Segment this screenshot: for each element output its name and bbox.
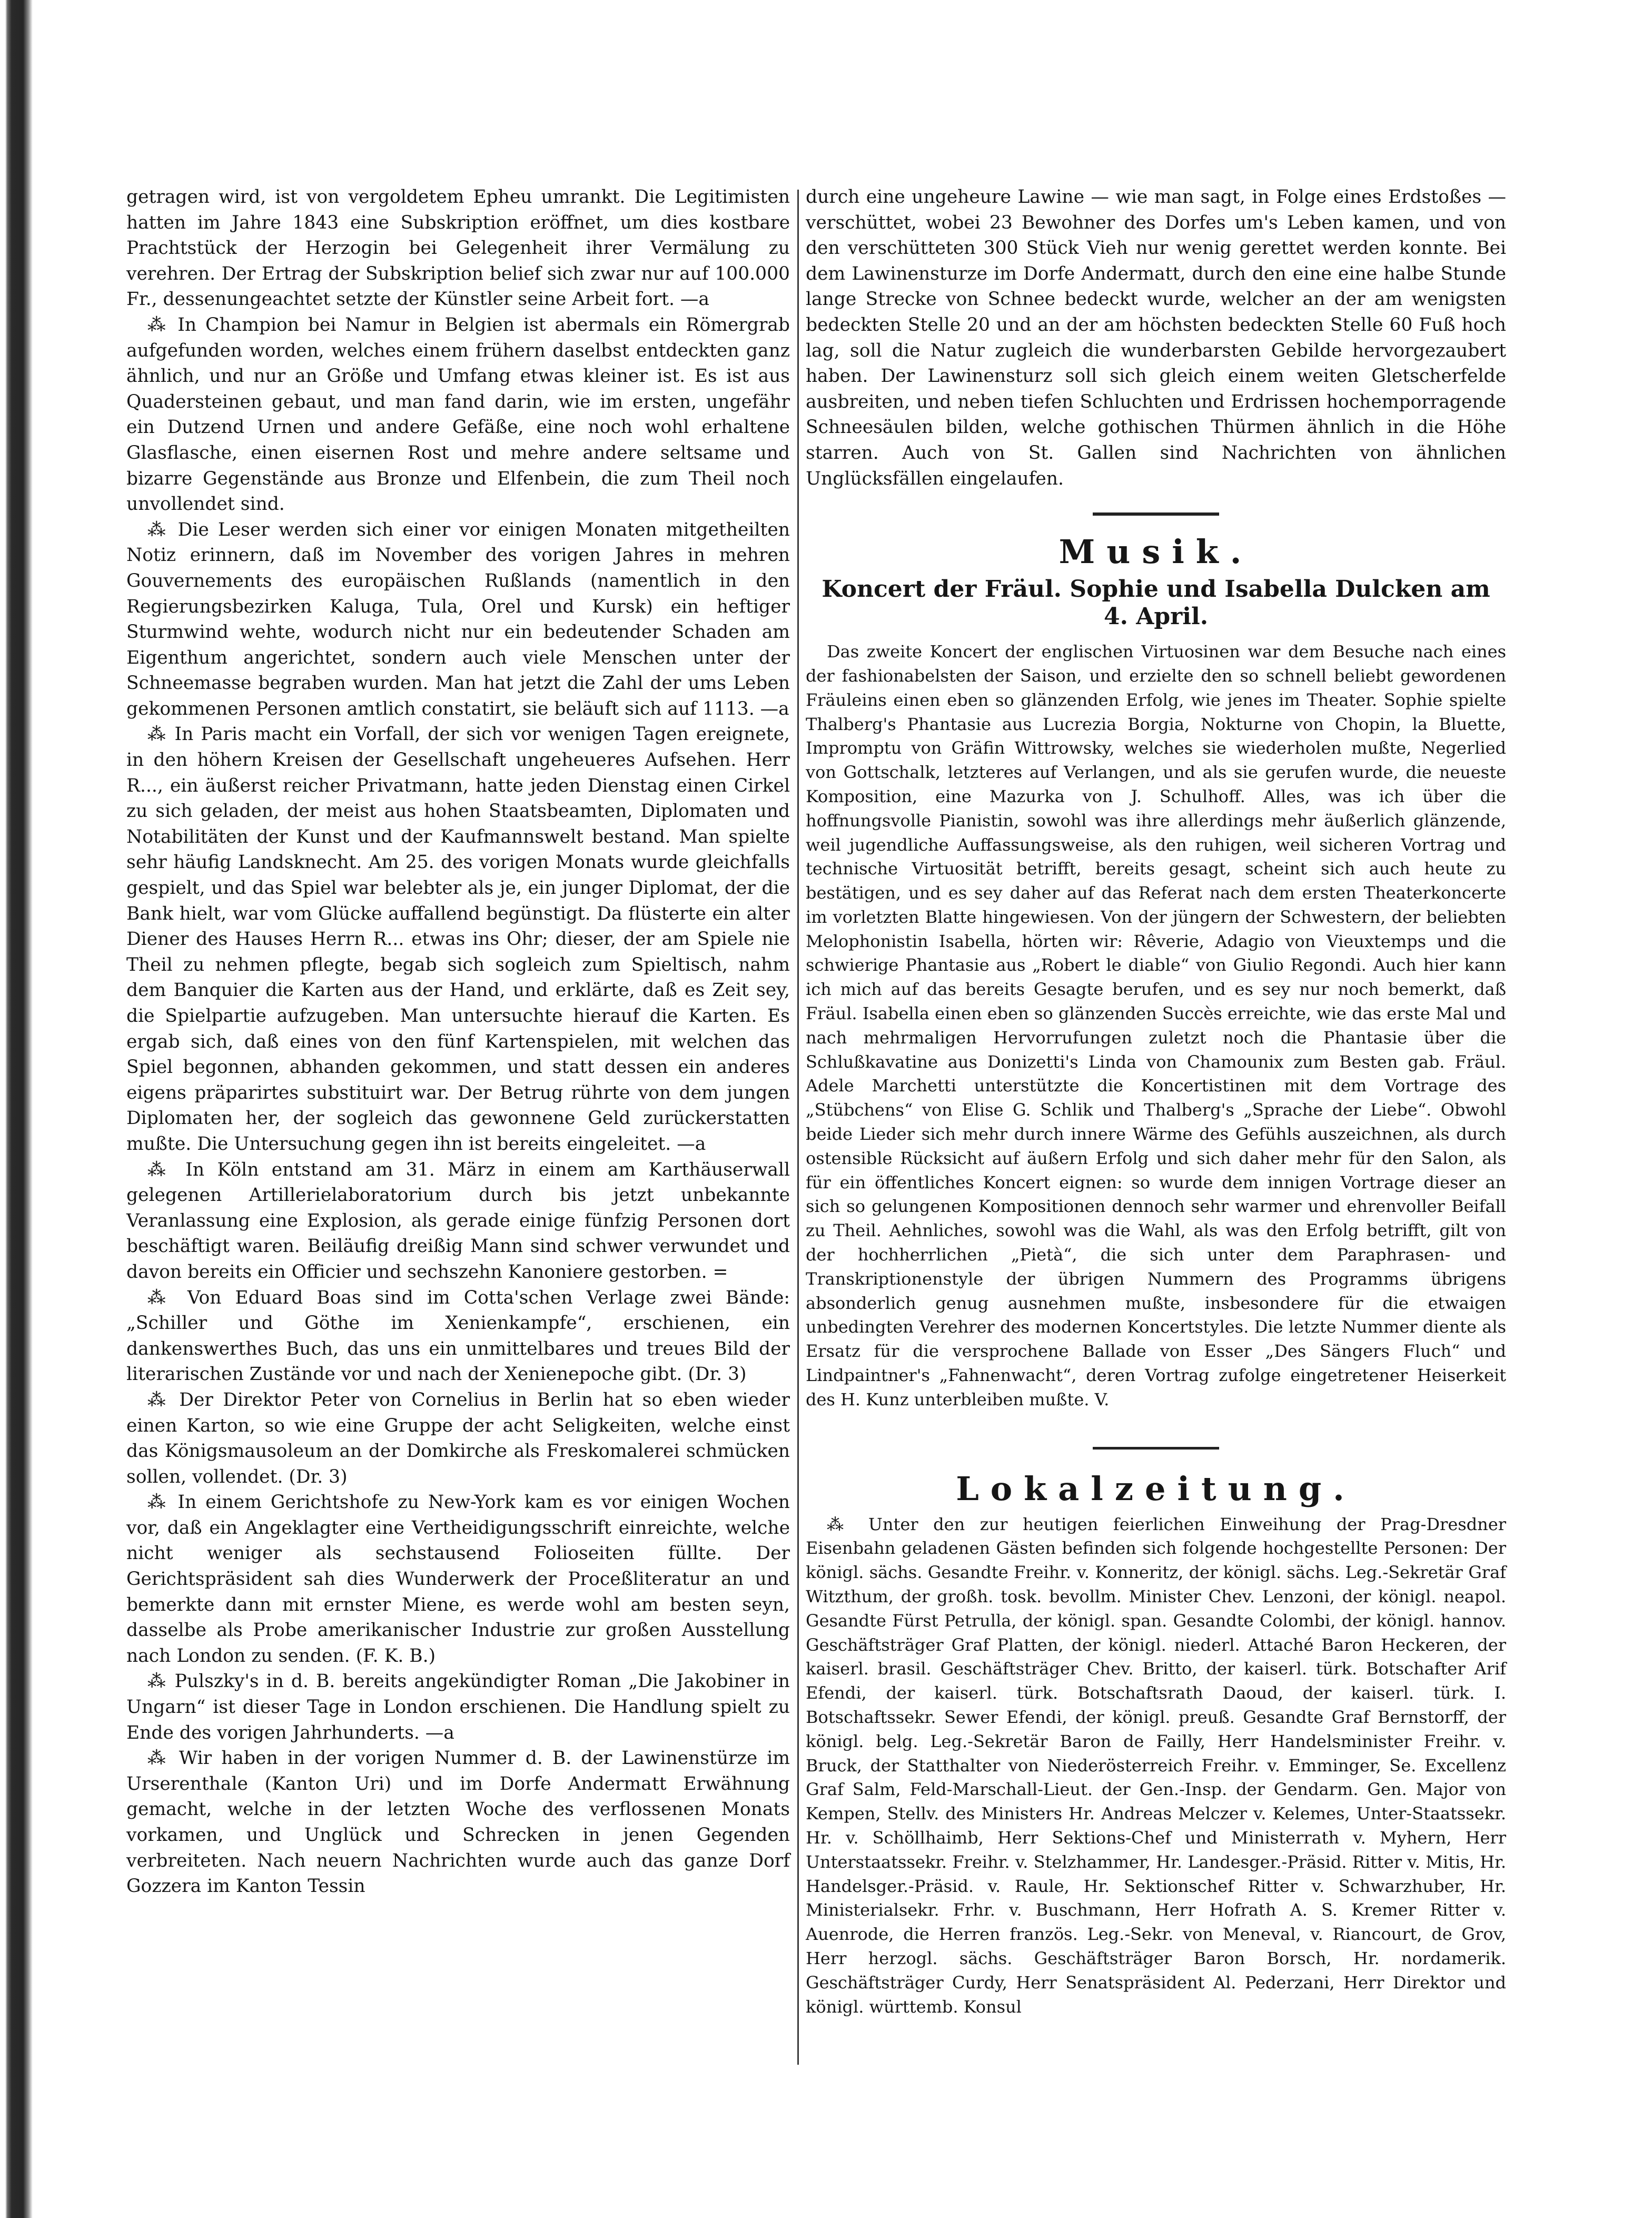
lokalzeitung-article — [806, 1513, 1506, 2019]
article-paragraph: ⁂ Wir haben in der vorigen Nummer d. B. der Lawinenstürze im Urserenthale (Kanton Uri) und im Dorfe Andermatt Erwähnung gemacht, welche in der letzten Woche des verflossenen Monats vorkamen, und Unglück und Schrecken in jenen Gegenden verbreiteten. Nach neuern Nachrichten wurde auch das ganze Dorf Gozzera im Kanton Tessin — [126, 1748, 790, 1897]
article-paragraph: ⁂ In Champion bei Namur in Belgien ist abermals ein Römergrab aufgefunden worden, welches einem frühern daselbst entdeckten ganz ähnlich, und nur an Größe und Umfang etwas kleiner ist. Es ist aus Quadersteinen gebaut, und man fand darin, wie im ersten, ungefähr ein Dutzend Urnen und andere Gefäße, eine noch wohl erhaltene Glasflasche, einen eisernen Rost und mehre andere seltsame und bizarre Gegenstände aus Bronze und Elfenbein, die zum Theil noch unvollendet sind. — [126, 314, 790, 515]
newspaper-page — [105, 153, 1559, 2133]
article-paragraph: durch eine ungeheure Lawine — wie man sagt, in Folge eines Erdstoßes — verschüttet, wobei 23 Bewohner des Dorfes um's Leben kamen, und von den verschütteten 300 Stück Vieh nur wenig gerettet werden konnte. Bei dem Lawinensturze im Dorfe Andermatt, durch den eine eine halbe Stunde lange Strecke von Schnee bedeckt wurde, welcher an der am wenigsten bedeckten Stelle 20 und an der am höchsten bedeckten Stelle 60 Fuß hoch lag, soll die Natur zugleich die wunderbarsten Gebilde hervorgezaubert haben. Der Lawinensturz soll sich gleich einem weiten Gletscherfelde ausbreiten, und neben tiefen Schluchten und Erdrissen hochemporragende Schneesäulen bilden, welche gothischen Thürmen ähnlich in die Höhe starren. Auch von St. Gallen sind Nachrichten von ähnlichen Unglücksfällen eingelaufen. — [806, 186, 1506, 489]
column-divider — [797, 190, 799, 2065]
section-divider — [1093, 1447, 1219, 1450]
article-paragraph: ⁂ Der Direktor Peter von Cornelius in Berlin hat so eben wieder einen Karton, so wie eine Gruppe der acht Seligkeiten, welche einst das Königsmausoleum an der Domkirche als Freskomalerei schmücken sollen, vollendet. (Dr. 3) — [126, 1389, 790, 1487]
concert-title-line: Koncert der Fräul. Sophie und Isabella Dulcken am — [822, 576, 1490, 603]
right-column — [806, 184, 1506, 2019]
concert-title — [806, 576, 1506, 630]
section-heading-lokalzeitung: Lokalzeitung. — [956, 1469, 1356, 1508]
page-binding-edge — [0, 0, 33, 2218]
article-paragraph: ⁂ Unter den zur heutigen feierlichen Einweihung der Prag-Dresdner Eisenbahn geladenen Gästen befinden sich folgende hochgestellte Personen: Der königl. sächs. Gesandte Freihr. v. Konneritz, der königl. sächs. Leg.-Sekretär Graf Witzthum, der großh. tosk. bevollm. Minister Chev. Lenzoni, der königl. neapol. Gesandte Fürst Petrulla, der königl. span. Gesandte Colombi, der königl. hannov. Geschäftsträger Graf Platten, der königl. niederl. Attaché Baron Heckeren, der kaiserl. brasil. Geschäftsträger Chev. Britto, der kaiserl. türk. Botschafter Arif Efendi, der kaiserl. türk. Botschaftsrath Daoud, der kaiserl. türk. I. Botschaftssekr. Sewer Efendi, der königl. preuß. Gesandte Graf Bernstorff, der königl. belg. Leg.-Sekretär Baron de Failly, Herr Handelsminister Freihr. v. Bruck, der Statthalter von Niederösterreich Freihr. v. Emminger, Se. Excellenz Graf Salm, Feld-Marschall-Lieut. der Gen.-Insp. der Gendarm. Gen. Major von Kempen, Stellv. des Ministers Hr. Andreas Melczer v. Kelemes, Unter-Staatssekr. Hr. v. Schöllhaimb, Herr Sektions-Chef und Ministerrath v. Myhern, Herr Unterstaatssekr. Freihr. v. Stelzhammer, Hr. Landesger.-Präsid. Ritter v. Mitis, Hr. Handelsger.-Präsid. v. Raule, Hr. Sektionschef Ritter v. Schwarzhuber, Hr. Ministerialsekr. Frhr. v. Buschmann, Herr Hofrath A. S. Kremer Ritter v. Auenrode, die Herren französ. Leg.-Sekr. von Meneval, v. Riancourt, de Grov, Herr herzogl. sächs. Geschäftsträger Baron Borsch, Hr. nordamerik. Geschäftsträger Curdy, Herr Senatspräsident Al. Pederzani, Herr Direktor und königl. württemb. Konsul — [806, 1514, 1506, 2017]
section-heading-musik: Musik. — [1059, 533, 1253, 571]
article-paragraph: ⁂ In Paris macht ein Vorfall, der sich vor wenigen Tagen ereignete, in den höhern Kreisen der Gesellschaft ungeheueres Aufsehen. Herr R..., ein äußerst reicher Privatmann, hatte jeden Dienstag einen Cirkel zu sich geladen, der meist aus hohen Staatsbeamten, Diplomaten und Notabilitäten der Kunst und der Kaufmannswelt bestand. Man spielte sehr häufig Landsknecht. Am 25. des vorigen Monats wurde gleichfalls gespielt, und das Spiel war belebter als je, ein junger Diplomat, der die Bank hielt, war vom Glücke auffallend begünstigt. Da flüsterte ein alter Diener des Hauses Herrn R... etwas ins Ohr; dieser, der am Spiele nie Theil zu nehmen pflegte, begab sich sogleich zum Spieltisch, nahm dem Banquier die Karten aus der Hand, und erklärte, daß es Zeit sey, die Spielpartie aufzugeben. Man untersuchte hierauf die Karten. Es ergab sich, daß eines von den fünf Kartenspielen, mit welchen das Spiel begonnen, abhanden gekommen, und statt dessen ein anderes eigens präparirtes substituirt war. Der Betrug rührte von dem jungen Diplomaten her, der sogleich das gewonnene Geld zurückerstatten mußte. Die Untersuchung gegen ihn ist bereits eingeleitet. —a — [126, 724, 790, 1155]
article-paragraph: ⁂ In Köln entstand am 31. März in einem am Karthäuserwall gelegenen Artillerielaboratorium durch bis jetzt unbekannte Veranlassung eine Explosion, als gerade einige fünfzig Personen dort beschäftigt waren. Beiläufig dreißig Mann sind schwer verwundet und davon bereits ein Officier und sechszehn Kanoniere gestorben. = — [126, 1159, 790, 1283]
article-paragraph: ⁂ In einem Gerichtshofe zu New-York kam es vor einigen Wochen vor, daß ein Angeklagter eine Vertheidigungsschrift einreichte, welche nicht weniger als sechstausend Folioseiten füllte. Der Gerichtspräsident sah dies Wunderwerk der Proceßliteratur an und bemerkte dann mit ernster Miene, es werde wohl am besten seyn, dasselbe als Probe amerikanischer Industrie zur großen Ausstellung nach London zu senden. (F. K. B.) — [126, 1492, 790, 1667]
section-divider — [1093, 512, 1219, 516]
article-paragraph: ⁂ Die Leser werden sich einer vor einigen Monaten mitgetheilten Notiz erinnern, daß im November des vorigen Jahres in mehren Gouvernements des europäischen Rußlands (namentlich in den Regierungsbezirken Kaluga, Tula, Orel und Kursk) ein heftiger Sturmwind wehte, wodurch nicht nur ein bedeutender Schaden am Eigenthum angerichtet, sondern auch viele Menschen unter der Schneemasse begraben wurden. Man hat jetzt die Zahl der ums Leben gekommenen Personen amtlich constatirt, sie beläuft sich auf 1113. —a — [126, 519, 790, 719]
musik-review — [806, 640, 1506, 1412]
article-paragraph: ⁂ Von Eduard Boas sind im Cotta'schen Verlage zwei Bände: „Schiller und Göthe im Xenienkampfe“, erschienen, ein dankenswerthes Buch, das uns ein unmittelbares und treues Bild der literarischen Zustände vor und nach der Xenienepoche gibt. (Dr. 3) — [126, 1287, 790, 1385]
article-paragraph: getragen wird, ist von vergoldetem Epheu umrankt. Die Legitimisten hatten im Jahre 1843 eine Subskription eröffnet, um dies kostbare Prachtstück der Herzogin bei Gelegenheit ihrer Vermälung zu verehren. Der Ertrag der Subskription belief sich zwar nur auf 100.000 Fr., dessenungeachtet setzte der Künstler seine Arbeit fort. —a — [126, 186, 790, 310]
article-paragraph: ⁂ Pulszky's in d. B. bereits angekündigter Roman „Die Jakobiner in Ungarn“ ist dieser Tage in London erschienen. Die Handlung spielt zu Ende des vorigen Jahrhunderts. —a — [126, 1671, 790, 1743]
concert-title-line: 4. April. — [1103, 603, 1209, 630]
left-column — [126, 184, 790, 1899]
review-paragraph: Das zweite Koncert der englischen Virtuosinen war dem Besuche nach eines der fashionabelsten der Saison, und erzielte den so schnell beliebt gewordenen Fräuleins einen eben so glänzenden Erfolg, wie jenes im Theater. Sophie spielte Thalberg's Phantasie aus Lucrezia Borgia, Nokturne von Chopin, la Bluette, Impromptu von Gräfin Wittrowsky, welches sie wiederholen mußte, Negerlied von Gottschalk, letzteres auf Verlangen, und als sie gerufen wurde, die neueste Komposition, eine Mazurka von J. Schulhoff. Alles, was ich über die hoffnungsvolle Pianistin, sowohl was ihre allerdings mehr äußerlich glänzende, weil jugendliche Auffassungsweise, als den ruhigen, weil sicheren Vortrag und technische Virtuosität betrifft, bereits gesagt, scheint sich auch heute zu bestätigen, und es sey daher auf das Referat nach dem ersten Theaterkoncerte im vorletzten Blatte hingewiesen. Von der jüngern der Schwestern, der beliebten Melophonistin Isabella, hörten wir: Rêverie, Adagio von Vieuxtemps und die schwierige Phantasie aus „Robert le diable“ von Giulio Regondi. Auch hier kann ich mich auf das bereits Gesagte berufen, und es sey nur noch bemerkt, daß Fräul. Isabella einen eben so glänzenden Succès erreichte, wie das erste Mal und nach mehrmaligen Hervorrufungen zuletzt noch die Phantasie über die Schlußkavatine aus Donizetti's Linda von Chamounix zum Besten gab. Fräul. Adele Marchetti unterstützte die Koncertistinen mit dem Vortrage des „Stübchens“ von Elise G. Schlik und Thalberg's „Sprache der Liebe“. Obwohl beide Lieder sich mehr durch innere Wärme des Gefühls auszeichnen, als durch ostensible Rücksicht auf äußern Erfolg und sich daher mehr für den Salon, als für ein öffentliches Koncert eignen: so wurde dem innigen Vortrage dieser an sich so gelungenen Kompositionen dennoch sehr warmer und ehrenvoller Beifall zu Theil. Aehnliches, sowohl was die Wahl, als was den Erfolg betrifft, gilt von der hochherrlichen „Pietà“, die sich unter dem Paraphrasen- und Transkriptionenstyle der übrigen Nummern des Programms übrigens absonderlich genug ausnehmen mußte, insbesondere für die etwaigen unbedingten Verehrer des modernen Koncertstyles. Die letzte Nummer diente als Ersatz für die versprochene Ballade von Esser „Des Sängers Fluch“ und Lindpaintner's „Fahnenwacht“, deren Vortrag zufolge eingetretener Heiserkeit des H. Kunz unterbleiben mußte. V. — [806, 642, 1506, 1409]
